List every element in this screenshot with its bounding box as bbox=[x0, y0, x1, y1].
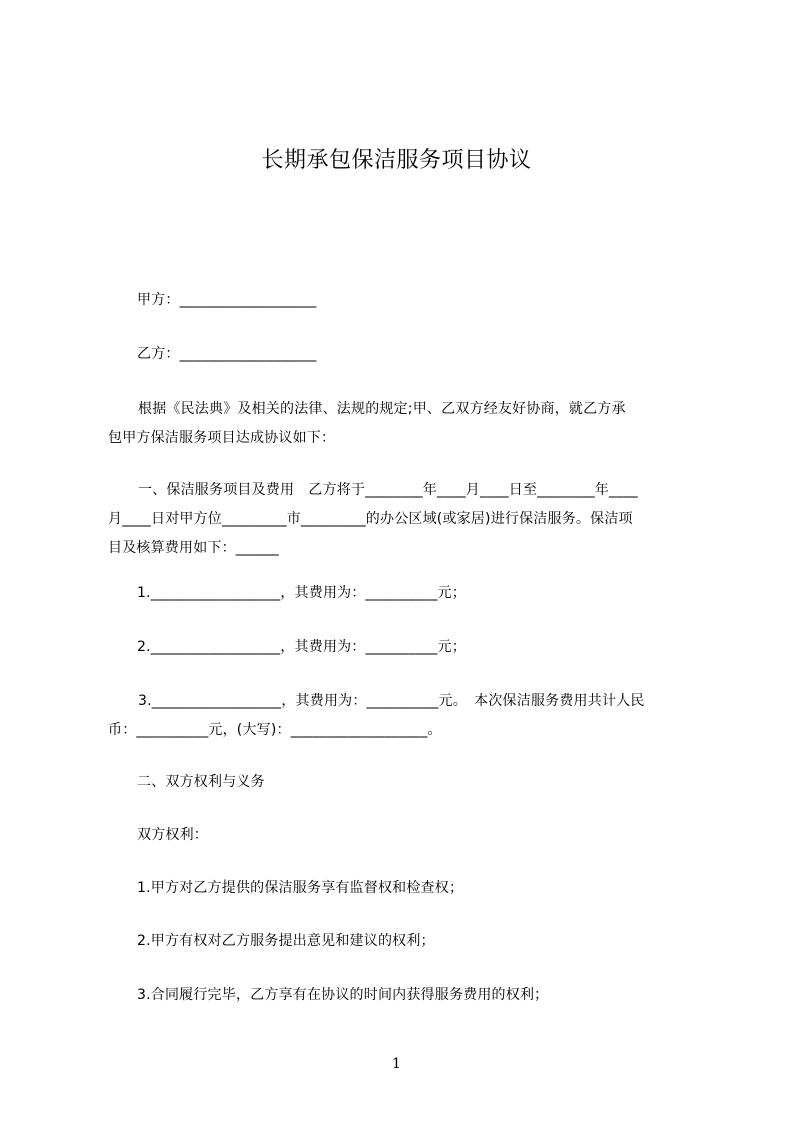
party-b-line: 乙方：___________________ bbox=[137, 346, 317, 362]
right-item-3: 3.合同履行完毕，乙方享有在协议的时间内获得服务费用的权利； bbox=[137, 987, 549, 1003]
section-1-paragraph bbox=[108, 476, 708, 563]
section-1-line-3: 目及核算费用如下：______ bbox=[108, 540, 279, 556]
section-1-line-2: 月____日对甲方位_________市_________的办公区域(或家居)进行保洁服务。保洁项 bbox=[108, 511, 633, 527]
right-item-1: 1.甲方对乙方提供的保洁服务享有监督权和检查权； bbox=[137, 880, 464, 896]
fee-item-3-line-2: 币：__________元，(大写)：___________________。 bbox=[108, 722, 442, 738]
party-a-line: 甲方：___________________ bbox=[137, 292, 317, 308]
rights-heading: 双方权利： bbox=[137, 827, 208, 843]
document-title: 长期承包保洁服务项目协议 bbox=[261, 148, 532, 173]
intro-paragraph bbox=[108, 395, 708, 453]
right-item-2: 2.甲方有权对乙方服务提出意见和建议的权利； bbox=[137, 933, 435, 949]
fee-item-2: 2.__________________，其费用为：__________元； bbox=[137, 639, 466, 655]
intro-line-1: 根据《民法典》及相关的法律、法规的规定;甲、乙双方经友好协商，就乙方承 bbox=[138, 401, 626, 417]
fee-item-3-line-1: 3.__________________，其费用为：__________元。 本次保洁服务费用共计人民 bbox=[138, 693, 645, 709]
intro-line-2: 包甲方保洁服务项目达成协议如下： bbox=[108, 430, 336, 446]
fee-item-1: 1.__________________，其费用为：__________元； bbox=[137, 585, 466, 601]
section-1-line-1: 一、保洁服务项目及费用 乙方将于________年____月____日至________年____ bbox=[138, 482, 638, 498]
section-2-heading: 二、双方权利与义务 bbox=[137, 774, 265, 790]
page-number: 1 bbox=[392, 1056, 401, 1072]
fee-item-3-paragraph bbox=[108, 687, 708, 745]
